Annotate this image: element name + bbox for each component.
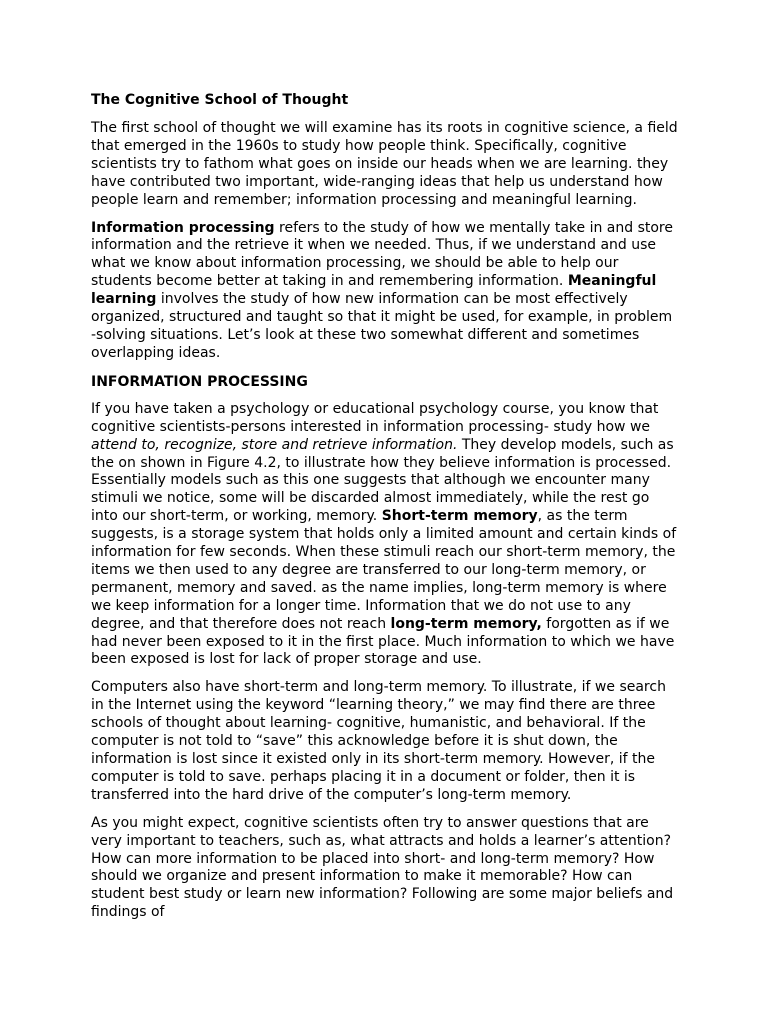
paragraph-definitions (91, 220, 678, 363)
paragraph-text: If you have taken a psychology or educational psychology course, you know that cognitive scientists-persons interested in information processing- study how we (91, 400, 659, 435)
term-short-term-memory: Short-term memory (381, 508, 538, 525)
paragraph-text: refers to the study of how we mentally take in and store information and the retrieve it when we needed. Thus, if we understand and use what we know about information processing, we should be able to help our students become better at taking in and remembering information. (91, 219, 673, 290)
paragraph-text: involves the study of how new information can be most effectively organized, structured and taught so that it might be used, for example, in problem -solving situations. Let’s look at these two somewhat different and sometimes overlapping ideas. (91, 291, 673, 361)
paragraph-text: They develop models, such as the on shown in Figure 4.2, to illustrate how they believe information is processed. Essentially models such as this one suggests that although we encounter many stimuli we notice, some will be discarded almost immediately, while the rest go into our short-term, or working, memory. (91, 436, 674, 525)
paragraph-computers: Computers also have short-term and long-term memory. To illustrate, if we search in the Internet using the keyword “learning theory,” we may find there are three schools of thought about learning- cognitive, humanistic, and behavioral. If the computer is not told to “save” this acknowledge before it is shut down, the information is lost since it existed only in its short-term memory. However, if the computer is told to save. perhaps placing it in a document or folder, then it is transferred into the hard drive of the computer’s long-term memory. (91, 679, 666, 803)
paragraph-text: , as the term suggests, is a storage system that holds only a limited amount and certain kinds of information for few seconds. When these stimuli reach our short-term memory, the items we then used to any degree are transferred to our long-term memory, or permanent, memory and saved. as the name implies, long-term memory is where we keep information for a longer time. Information that we do not use to any degree, and that therefore does not reach (91, 508, 677, 632)
document-title: The Cognitive School of Thought (91, 92, 349, 108)
paragraph-text: forgotten as if we had never been exposed to it in the first place. Much information to which we have been exposed is lost for lack of proper storage and use. (91, 615, 675, 668)
section-heading: INFORMATION PROCESSING (91, 373, 308, 390)
paragraph-intro: The first school of thought we will examine has its roots in cognitive science, a field that emerged in the 1960s to study how people think. Specifically, cognitive scientists try to fathom what goes on inside our heads when we are learning. they have contributed two important, wide-ranging ideas that help us understand how people learn and remember; information processing and meaningful learning. (91, 120, 678, 208)
paragraph-questions: As you might expect, cognitive scientists often try to answer questions that are very important to teachers, such as, what attracts and holds a learner’s attention? How can more information to be placed into short- and long-term memory? How should we organize and present information to make it memorable? How can student best study or learn new information? Following are some major beliefs and findings of (91, 814, 674, 921)
term-information-processing: Information processing (91, 219, 275, 236)
term-long-term-memory: long-term memory, (390, 615, 542, 632)
paragraph-information-processing (91, 401, 678, 670)
term-meaningful-learning: Meaningful learning (91, 273, 657, 308)
italic-phrase: attend to, recognize, store and retrieve information. (91, 436, 458, 453)
